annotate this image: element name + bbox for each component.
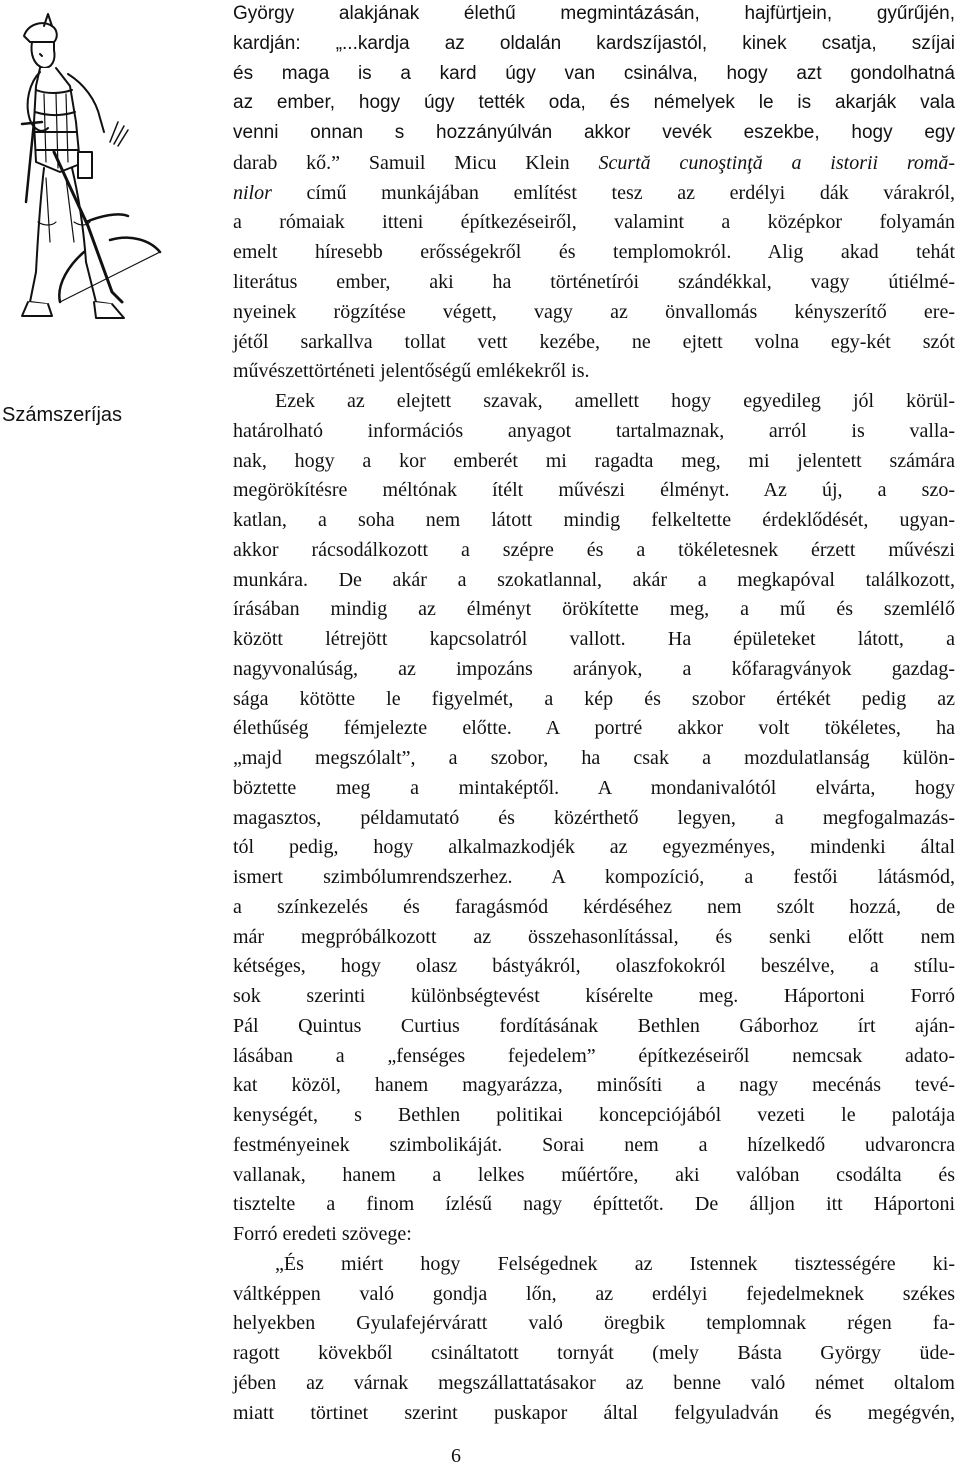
text-line: György alakjának élethű megmintázásán, hajfürtjein, gyűrűjén,: [233, 3, 955, 24]
text-line: helyekben Gyulafejérváratt való öregbik templomnak régen fa-: [233, 1312, 955, 1334]
text-line: akkor rácsodálkozott a szépre és a tökéletesnek érzett művészi: [233, 539, 955, 561]
text-line: darab kő.” Samuil Micu Klein Scurtă cunoştinţă a istorii romă-: [233, 152, 955, 174]
text-line: az ember, hogy úgy tették oda, és némelyek le is akarják vala: [233, 92, 955, 113]
text-line: és maga is a kard úgy van csinálva, hogy azt gondolhatná: [233, 63, 955, 84]
text-line: nak, hogy a kor emberét mi ragadta meg, mi jelentett számára: [233, 450, 955, 472]
italic-title: nilor: [233, 182, 272, 204]
text-line: között létrejött kapcsolatról vallott. Ha épületeket látott, a: [233, 628, 955, 650]
text-line: már megpróbálkozott az összehasonlítással, és senki előtt nem: [233, 926, 955, 948]
text-line: venni onnan s hozzányúlván akkor vevék eszekbe, hogy egy: [233, 122, 955, 143]
text-line: magasztos, példamutató és közérthető legyen, a megfogalmazás-: [233, 807, 955, 829]
text-line: tisztelte a finom ízlésű nagy építtetőt. De álljon itt Háportoni: [233, 1193, 955, 1215]
text-line: megörökítésre méltónak ítélt művészi élményt. Az új, a szo-: [233, 479, 955, 501]
text-line: nyeinek rögzítése végett, vagy az önvallomás kényszerítő ere-: [233, 301, 955, 323]
text-line: váltképpen való gondja lőn, az erdélyi fejedelmeknek székes: [233, 1283, 955, 1305]
text-line: Pál Quintus Curtius fordításának Bethlen Gáborhoz írt aján-: [233, 1015, 955, 1037]
text-line: festményeinek szimbolikáját. Sorai nem a hízelkedő udvaroncra: [233, 1134, 955, 1156]
text-line: jében az várnak megszállattatásakor az benne való német oltalom: [233, 1372, 955, 1394]
text-line: vallanak, hanem a lelkes műértőre, aki valóban csodálta és: [233, 1164, 955, 1186]
text-line: Ezek az elejtett szavak, amellett hogy egyedileg jól körül-: [275, 390, 955, 412]
text-line: Forró eredeti szövege:: [233, 1223, 412, 1245]
text-line: miatt törtinet szerint puskapor által felgyuladván és megégvén,: [233, 1402, 955, 1424]
text-line: a rómaiak itteni építkezéseiről, valamint a középkor folyamán: [233, 211, 955, 233]
text-line: jétől sarkallva tollat vett kezébe, ne ejtett volna egy-két szót: [233, 331, 955, 353]
text-line: lásában a „fenséges fejedelem” építkezéseiről nemcsak adato-: [233, 1045, 955, 1067]
text-line: emelt híresebb erősségekről és templomokról. Alig akad tehát: [233, 241, 955, 263]
text-line: „És miért hogy Felségednek az Istennek tisztességére ki-: [275, 1253, 955, 1275]
text-line: nagyvonalúság, az impozáns arányok, a kőfaragványok gazdag-: [233, 658, 955, 680]
text-line: élethűség fémjelezte előtte. A portré akkor volt tökéletes, ha: [233, 717, 955, 739]
text-line: írásában mindig az élményt örökítette meg, a mű és szemlélő: [233, 598, 955, 620]
text-line: kenységét, s Bethlen politikai koncepciójából vezeti le palotája: [233, 1104, 955, 1126]
text-line: nilor című munkájában említést tesz az erdélyi dák várakról,: [233, 182, 955, 204]
text-line: „majd megszólalt”, a szobor, ha csak a mozdulatlanság külön-: [233, 747, 955, 769]
text-line: sága kötötte le figyelmét, a kép és szobor értékét pedig az: [233, 688, 955, 710]
text-line: munkára. De akár a szokatlannal, akár a megkapóval találkozott,: [233, 569, 955, 591]
text-line: böztette meg a mintaképtől. A mondanivalótól elvárta, hogy: [233, 777, 955, 799]
text-line: művészettörténeti jelentőségű emlékekről is.: [233, 360, 590, 382]
text-line: sok szerinti különbségtevést kísérelte meg. Háportoni Forró: [233, 985, 955, 1007]
figure-caption: Számszeríjas: [2, 404, 123, 426]
text-line: tól pedig, hogy alkalmazkodjék az egyezményes, mindenki által: [233, 836, 955, 858]
text-line: literátus ember, aki ha történetírói szándékkal, vagy útiélmé-: [233, 271, 955, 293]
text-line: katlan, a soha nem látott mindig felkeltette érdeklődését, ugyan-: [233, 509, 955, 531]
text-line: határolható információs anyagot tartalmaznak, arról is valla-: [233, 420, 955, 442]
text-line: ragott kövekből csináltatott tornyát (mely Básta György üde-: [233, 1342, 955, 1364]
text-line: kardján: „...kardja az oldalán kardszíjastól, kinek csatja, szíjai: [233, 33, 955, 54]
text-line: kat közöl, hanem magyarázza, minősíti a nagy mecénás tevé-: [233, 1074, 955, 1096]
text-line: kétséges, hogy olasz bástyákról, olaszfokokról beszélve, a stílu-: [233, 955, 955, 977]
text-line: ismert szimbólumrendszerhez. A kompozíció, a festői látásmód,: [233, 866, 955, 888]
italic-title: Scurtă cunoştinţă a istorii romă-: [598, 152, 955, 174]
page-number: 6: [451, 1445, 461, 1467]
text-line: a színkezelés és faragásmód kérdéséhez nem szólt hozzá, de: [233, 896, 955, 918]
